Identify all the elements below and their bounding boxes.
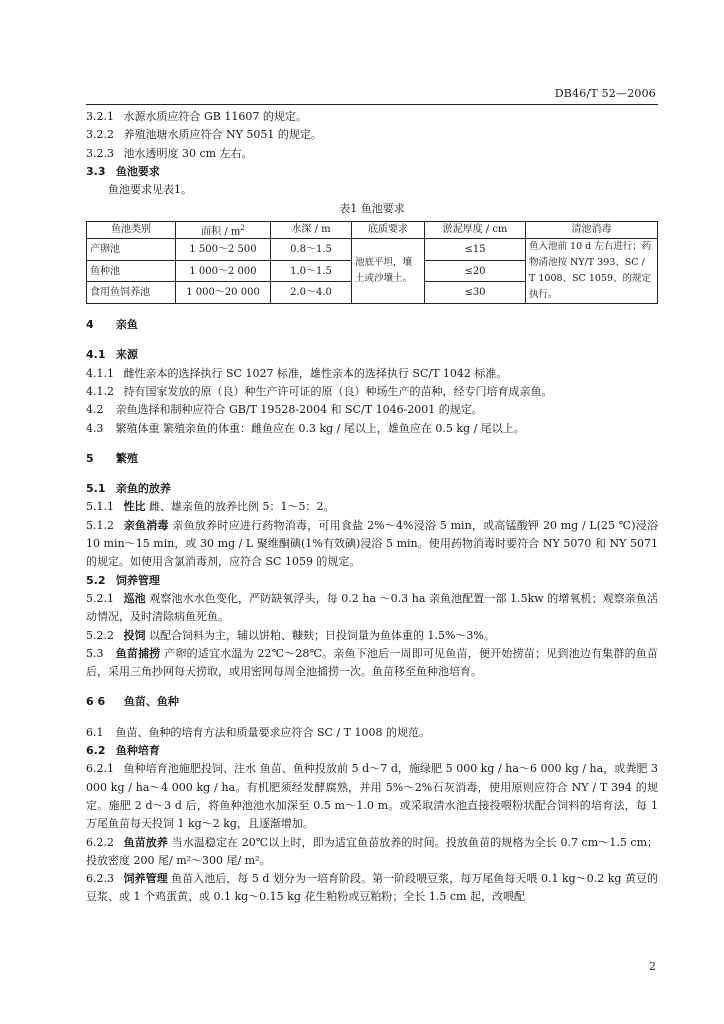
heading-title: 亲鱼 bbox=[115, 318, 138, 332]
clause-text: 繁殖体重 繁殖亲鱼的体重：雌鱼应在 0.3 kg / 尾以上，雄鱼应在 0.5 kg / 尾以上。 bbox=[115, 421, 525, 435]
clause-text: 养殖池塘水质应符合 NY 5051 的规定。 bbox=[123, 128, 322, 142]
clause-term: 饲养管理 bbox=[123, 872, 168, 886]
clause-text: 亲鱼选择和制种应符合 GB/T 19528-2004 和 SC/T 1046-2001 的规定。 bbox=[115, 403, 483, 417]
clause-term: 投饲 bbox=[123, 628, 146, 642]
silt-cell: ≤15 bbox=[425, 239, 526, 261]
clause-4-3 bbox=[86, 420, 658, 438]
heading-4 bbox=[86, 316, 658, 334]
heading-title: 来源 bbox=[115, 348, 138, 362]
clause-number: 6.1 bbox=[86, 725, 104, 739]
heading-number: 5.1 bbox=[86, 482, 106, 496]
clause-4-1-2 bbox=[86, 383, 658, 401]
clause-text: 水源水质应符合 GB 11607 的规定。 bbox=[123, 110, 307, 123]
heading-number: 3.3 bbox=[86, 164, 106, 178]
heading-6-2 bbox=[86, 742, 658, 760]
clause-term: 性比 bbox=[123, 500, 146, 514]
heading-6 bbox=[86, 693, 658, 711]
heading-number: 5 bbox=[86, 451, 94, 465]
clause-text: 产卵的适宜水温为 22℃～28℃。亲鱼下池后一周即可见鱼苗，便开始捞苗；见到池边有集群的鱼苗后，采用三角抄网每天捞取，或用密网每周全池捕捞一次。鱼苗移至鱼种池培育。 bbox=[86, 646, 658, 679]
clause-term: 巡池 bbox=[123, 591, 146, 605]
silt-cell: ≤30 bbox=[425, 282, 526, 304]
clause-text: 鱼苗入池后，每 5 d 划分为一培育阶段。第一阶段喂豆浆，每万尾鱼每天喂 0.1 kg～0.2 kg 黄豆的豆浆、或 1 个鸡蛋黄、或 0.1 kg～0.15 kg 花生粕粉或豆粕粉；全长 1.5 cm 起，改喂配 bbox=[86, 872, 659, 904]
clause-text: 雌、雄亲鱼的放养比例 5：1～5：2。 bbox=[145, 500, 335, 514]
clause-number: 6.2.1 bbox=[86, 762, 114, 776]
clause-6-1 bbox=[86, 724, 658, 742]
depth-cell: 1.0～1.5 bbox=[271, 260, 352, 282]
clause-number: 6.2.3 bbox=[86, 872, 114, 886]
clause-5-2-1 bbox=[86, 590, 658, 627]
clause-text: 池水透明度 30 cm 左右。 bbox=[123, 146, 253, 160]
area-cell: 1 000～2 000 bbox=[176, 260, 271, 282]
pond-requirements-table bbox=[86, 221, 658, 304]
clause-6-2-1 bbox=[86, 760, 658, 833]
clause-number: 4.1.2 bbox=[86, 385, 114, 398]
clause-number: 5.1.2 bbox=[86, 518, 114, 532]
clause-5-1-1 bbox=[86, 498, 658, 516]
table-row bbox=[87, 239, 658, 261]
pond-type-cell: 食用鱼饲养池 bbox=[87, 282, 176, 304]
heading-5-2 bbox=[86, 572, 658, 590]
clause-5-3 bbox=[86, 645, 658, 682]
table-caption: 表1 鱼池要求 bbox=[339, 202, 405, 216]
clause-number: 5.2.2 bbox=[86, 628, 114, 642]
clause-text: 持有国家发放的原（良）种生产许可证的原（良）种场生产的苗种，经专门培育成亲鱼。 bbox=[123, 385, 553, 398]
clause-number: 3.2.2 bbox=[86, 128, 114, 142]
clause-text: 以配合饲料为主，辅以饼粕、糠麸；日投饲量为鱼体重的 1.5%～3%。 bbox=[145, 628, 495, 642]
clause-text: 雌性亲本的选择执行 SC 1027 标准，雄性亲本的选择执行 SC/T 1042 标准。 bbox=[123, 366, 508, 380]
heading-number: 4 bbox=[86, 318, 94, 332]
heading-title: 鱼苗、鱼种 bbox=[123, 695, 179, 709]
disinfection-cell: 鱼入池前 10 d 左右进行；药物清池按 NY/T 393、SC / T 1008、SC 1059、的规定执行。 bbox=[526, 239, 658, 304]
heading-number: 4.1 bbox=[86, 348, 106, 362]
table-reference: 鱼池要求见表1。 bbox=[108, 183, 192, 197]
clause-number: 4.1.1 bbox=[86, 366, 114, 380]
pond-type-cell: 产卵池 bbox=[87, 239, 176, 261]
clause-number: 5.1.1 bbox=[86, 500, 114, 514]
table-header-cell: 底质要求 bbox=[352, 221, 425, 238]
silt-cell: ≤20 bbox=[425, 260, 526, 282]
heading-3-3 bbox=[86, 163, 658, 181]
clause-term: 鱼苗捕捞 bbox=[115, 646, 161, 660]
clause-number: 5.2.1 bbox=[86, 591, 114, 605]
heading-4-1 bbox=[86, 346, 658, 364]
table-header-cell: 鱼池类别 bbox=[87, 221, 176, 238]
standard-number: DB46/T 52—2006 bbox=[554, 87, 656, 100]
heading-number: 5.2 bbox=[86, 573, 106, 587]
heading-title: 鱼池要求 bbox=[115, 164, 160, 178]
clause-3-2-1 bbox=[86, 108, 658, 126]
clause-3-2-3 bbox=[86, 145, 658, 163]
heading-title: 繁殖 bbox=[115, 451, 138, 465]
heading-title: 鱼种培育 bbox=[115, 744, 160, 758]
clause-text: 观察池水水色变化，严防缺氧浮头，每 0.2 ha ～0.3 ha 亲鱼池配置一部 1.5kw 的增氧机；观察亲鱼活动情况，及时清除病鱼死鱼。 bbox=[86, 591, 659, 624]
clause-number: 4.2 bbox=[86, 403, 104, 417]
area-cell: 1 500～2 500 bbox=[176, 239, 271, 261]
clause-text: 鱼种培育池施肥投饲、注水 鱼苗、鱼种投放前 5 d～7 d，施绿肥 5 000 kg / ha～6 000 kg / ha，或粪肥 3 000 kg / ha～4 000 kg / ha。有机肥须经发酵腐熟，并用 5%～2%石灰消毒，使用原则应符合 NY / T 394 的规定。施肥 2 d～3 d 后，将鱼种池池水加深至 0.5 m～1.0 m。或采取清水池直接投喂粉状配合饲料的培育法，每 1 万尾鱼苗每天投饲 1 kg～2 kg，且逐渐增加。 bbox=[86, 762, 658, 831]
clause-4-1-1 bbox=[86, 365, 658, 383]
table-header-cell: 淤泥厚度 / cm bbox=[425, 221, 526, 238]
heading-number: 6 6 bbox=[86, 695, 106, 709]
clause-6-2-3 bbox=[86, 870, 658, 907]
clause-number: 4.3 bbox=[86, 421, 104, 435]
pond-type-cell: 鱼种池 bbox=[87, 260, 176, 282]
clause-term: 亲鱼消毒 bbox=[123, 518, 169, 532]
clause-number: 6.2.2 bbox=[86, 835, 114, 849]
table-header-cell: 清池消毒 bbox=[526, 221, 658, 238]
clause-number: 3.2.1 bbox=[86, 110, 114, 123]
clause-6-2-2 bbox=[86, 834, 658, 871]
bottom-requirement-cell: 池底平坦，壤土或沙壤土。 bbox=[352, 239, 425, 304]
clause-text: 当水温稳定在 20℃以上时，即为适宜鱼苗放养的时间。投放鱼苗的规格为全长 0.7 cm～1.5 cm；投放密度 200 尾/ m²～300 尾/ m²。 bbox=[86, 835, 659, 867]
table-header-cell: 面积 / $m^2$ bbox=[176, 221, 271, 238]
clause-4-2 bbox=[86, 401, 658, 419]
heading-title: 亲鱼的放养 bbox=[115, 482, 171, 496]
heading-5 bbox=[86, 450, 658, 468]
clause-text: 亲鱼放养时应进行药物消毒，可用食盐 2%～4%浸浴 5 min，或高锰酸钾 20 mg / L(25 ℃)浸浴 10 min～15 min，或 30 mg / L 聚维酮碘(1%有效碘)浸浴 5 min。使用药物消毒时要符合 NY 5070 和 NY 5071 的规定。如使用含氯消毒剂，应符合 SC 1059 的规定。 bbox=[86, 518, 659, 569]
table-header-row bbox=[87, 221, 658, 238]
table-header-cell: 水深 / m bbox=[271, 221, 352, 238]
page-number: 2 bbox=[649, 960, 656, 973]
clause-number: 5.3 bbox=[86, 646, 104, 660]
clause-term: 鱼苗放养 bbox=[123, 835, 169, 849]
clause-text: 鱼苗、鱼种的培育方法和质量要求应符合 SC / T 1008 的规范。 bbox=[115, 725, 430, 739]
depth-cell: 2.0～4.0 bbox=[271, 282, 352, 304]
clause-3-2-2 bbox=[86, 126, 658, 144]
clause-number: 3.2.3 bbox=[86, 146, 114, 160]
heading-number: 6.2 bbox=[86, 744, 106, 758]
heading-title: 饲养管理 bbox=[115, 573, 160, 587]
area-cell: 1 000～20 000 bbox=[176, 282, 271, 304]
main-content bbox=[86, 108, 658, 907]
clause-5-2-2 bbox=[86, 627, 658, 645]
header-rule bbox=[86, 104, 658, 105]
clause-5-1-2 bbox=[86, 517, 658, 572]
heading-5-1 bbox=[86, 480, 658, 498]
depth-cell: 0.8～1.5 bbox=[271, 239, 352, 261]
